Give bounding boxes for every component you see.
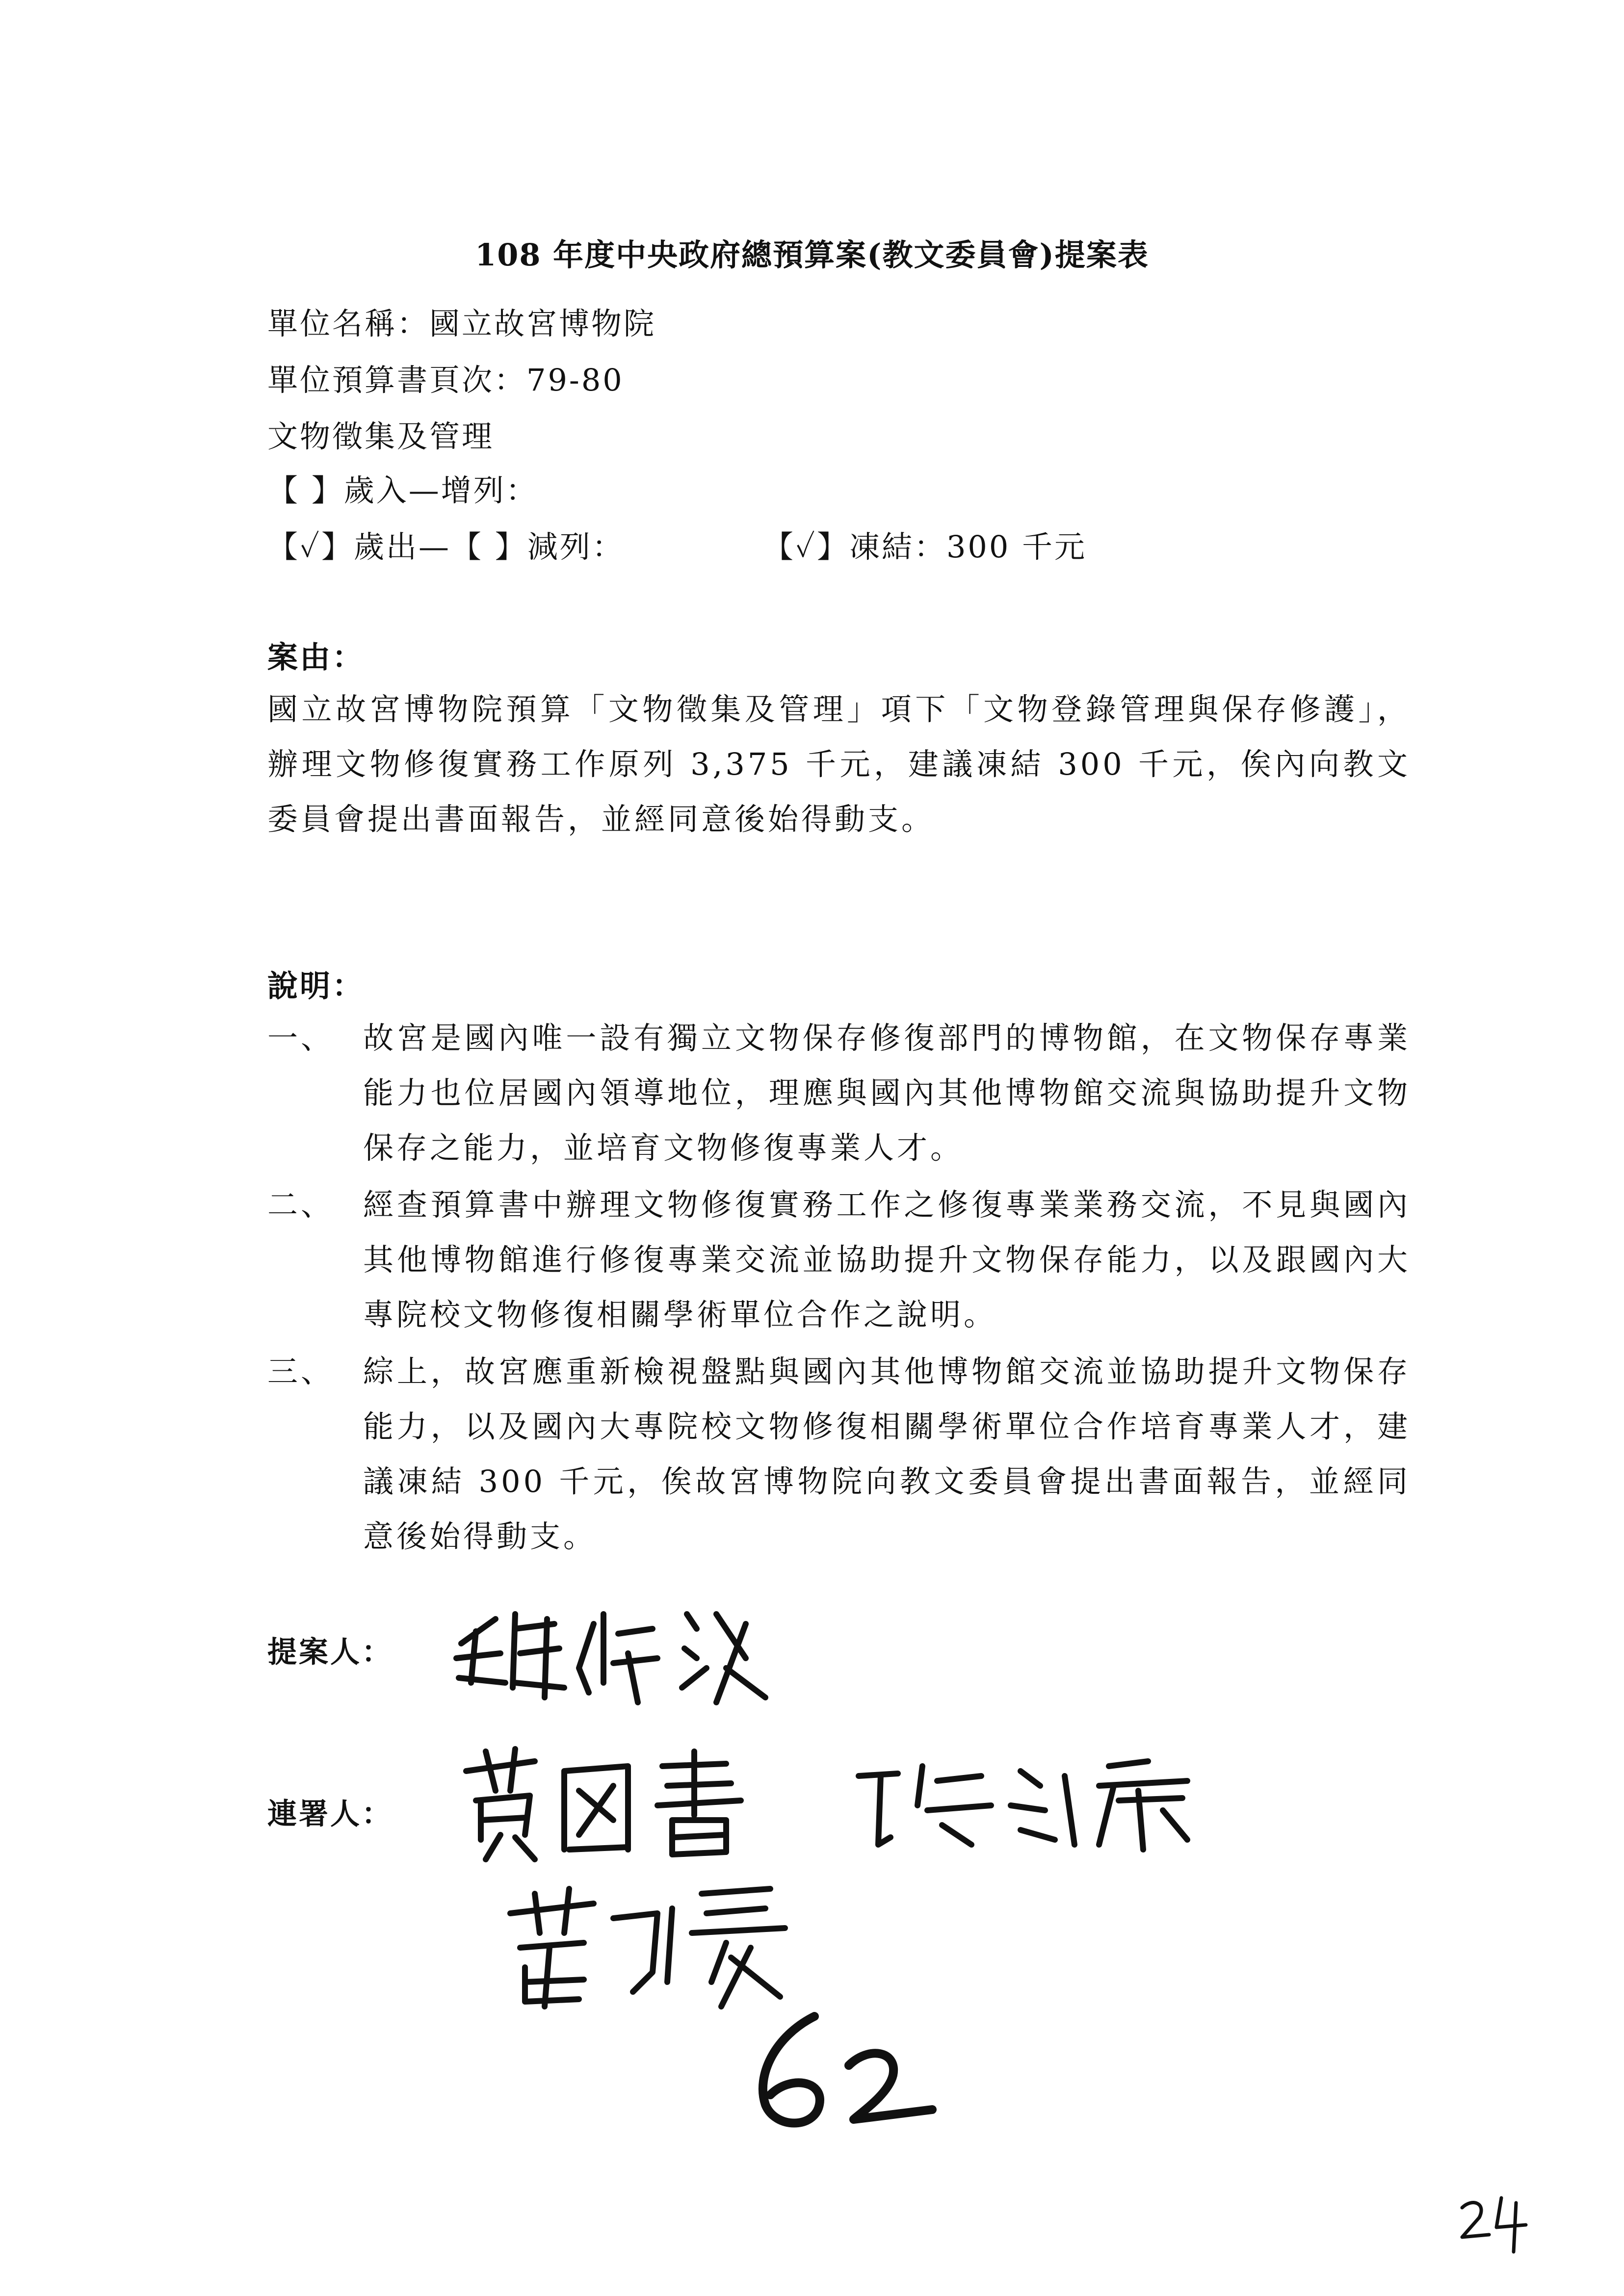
explanation-number: 一、 [267,1020,335,1056]
explanation-item-3 [267,1344,1411,1565]
explanation-item-1 [267,1011,1411,1177]
budget-pages: 單位預算書頁次：79-80 [267,362,624,398]
explanation-number: 三、 [267,1354,335,1389]
handwritten-signature-icon [844,1747,1217,1859]
unit-name: 單位名稱：國立故宮博物院 [267,306,656,341]
explanation-number: 二、 [267,1187,335,1223]
expenditure-line: 【✓】歲出—【 】減列： [267,529,625,565]
handwritten-signature-icon [442,1585,785,1712]
explanation-text: 經查預算書中辦理文物修復實務工作之修復專業業務交流，不見與國內其他博物館進行修復專業交流並協助提升文物保存能力，以及跟國內大專院校文物修復相關學術單位合作之說明。 [363,1187,1411,1332]
reason-heading: 案由： [267,639,365,675]
cosigner-label: 連署人： [267,1797,393,1831]
handwritten-page-number-icon [736,2007,942,2134]
handwritten-signature-icon [496,1874,810,2016]
proposer-label: 提案人： [267,1635,393,1670]
revenue-line: 【 】歲入—增列： [267,472,538,508]
handwritten-signature-icon [451,1737,756,1864]
freeze-line: 【✓】凍結：300 千元 [763,529,1087,565]
explanation-item-2 [267,1177,1411,1344]
reason-text: 國立故宮博物院預算「文物徵集及管理」項下「文物登錄管理與保存修護」，辦理文物修復實務工作原列 3,375 千元，建議凍結 300 千元，俟內向教文委員會提出書面報告，並經同意後始得動支。 [267,691,1411,837]
item-name: 文物徵集及管理 [267,418,495,454]
explanation-text: 綜上，故宮應重新檢視盤點與國內其他博物館交流並協助提升文物保存能力，以及國內大專院校文物修復相關學術單位合作培育專業人才，建議凍結 300 千元，俟故宮博物院向教文委員會提出書面報告，並經同意後始得動支。 [363,1354,1411,1554]
explanation-text: 故宮是國內唯一設有獨立文物保存修復部門的博物館，在文物保存專業能力也位居國內領導地位，理應與國內其他博物館交流與協助提升文物保存之能力，並培育文物修復專業人才。 [363,1020,1411,1166]
explanation-heading: 說明： [267,968,365,1004]
document-title: 108 年度中央政府總預算案(教文委員會)提案表 [475,237,1149,273]
corner-mark-icon [1452,2188,1531,2257]
